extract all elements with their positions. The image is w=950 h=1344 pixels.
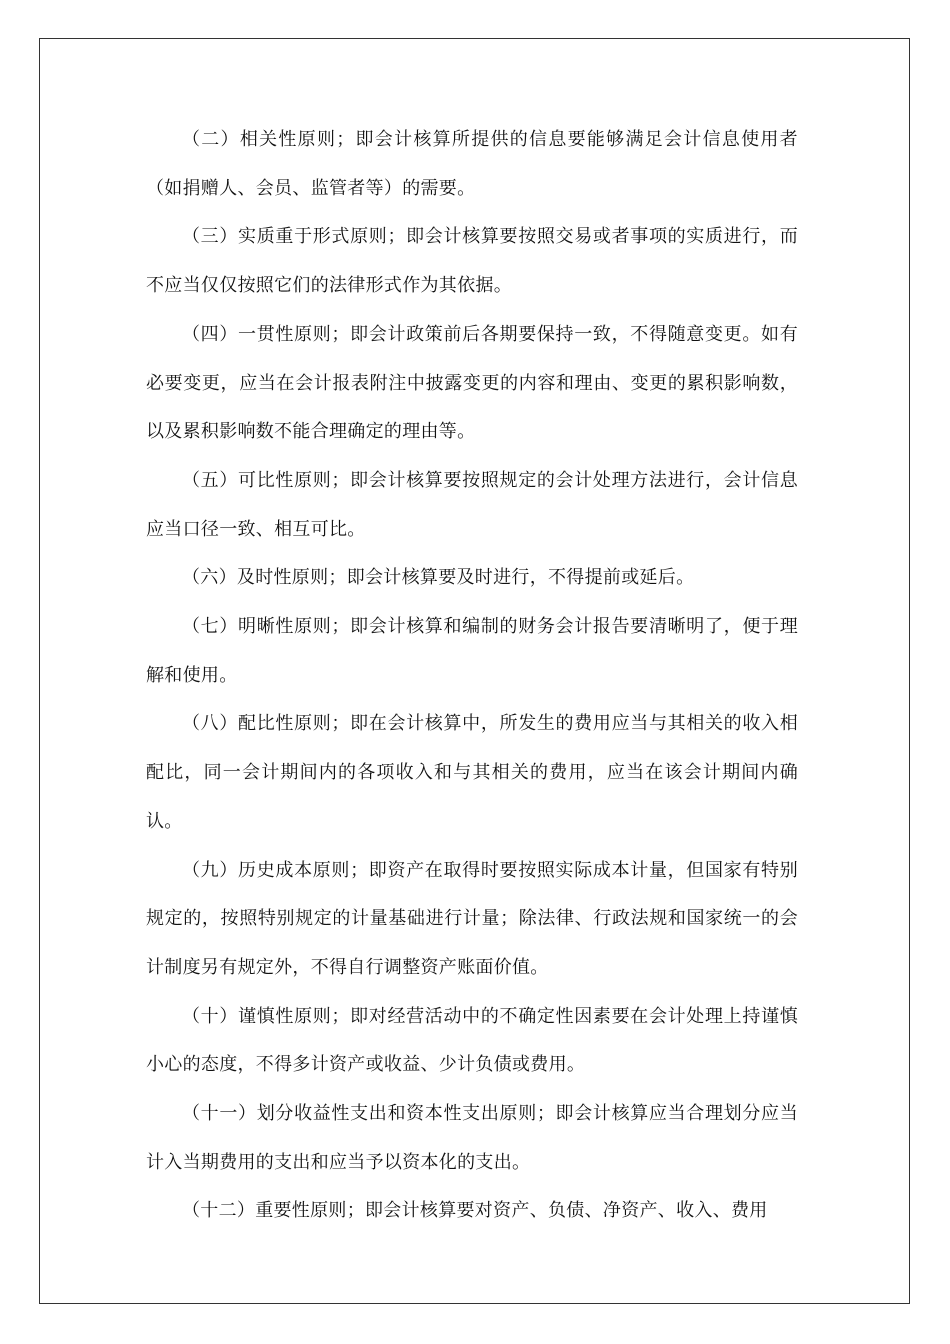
paragraph-comparability-principle: （五）可比性原则；即会计核算要按照规定的会计处理方法进行，会计信息应当口径一致、相互可比。 bbox=[146, 469, 798, 540]
paragraph-matching-principle: （八）配比性原则；即在会计核算中，所发生的费用应当与其相关的收入相配比，同一会计期间内的各项收入和与其相关的费用，应当在该会计期间内确认。 bbox=[146, 713, 798, 832]
paragraph-consistency-principle: （四）一贯性原则；即会计政策前后各期要保持一致，不得随意变更。如有必要变更，应当在会计报表附注中披露变更的内容和理由、变更的累积影响数，以及累积影响数不能合理确定的理由等。 bbox=[146, 323, 798, 443]
paragraph-substance-over-form-principle: （三）实质重于形式原则；即会计核算要按照交易或者事项的实质进行，而不应当仅仅按照它们的法律形式作为其依据。 bbox=[146, 226, 798, 297]
paragraph-timeliness-principle: （六）及时性原则；即会计核算要及时进行，不得提前或延后。 bbox=[182, 567, 695, 589]
paragraph-historical-cost-principle: （九）历史成本原则；即资产在取得时要按照实际成本计量，但国家有特别规定的，按照特别规定的计量基础进行计量；除法律、行政法规和国家统一的会计制度另有规定外，不得自行调整资产账面价值。 bbox=[146, 859, 798, 978]
paragraph-materiality-principle: （十二）重要性原则；即会计核算要对资产、负债、净资产、收入、费用 bbox=[182, 1200, 768, 1222]
paragraph-expenditure-division-principle: （十一）划分收益性支出和资本性支出原则；即会计核算应当合理划分应当计入当期费用的支出和应当予以资本化的支出。 bbox=[146, 1103, 798, 1173]
paragraph-prudence-principle: （十）谨慎性原则；即对经营活动中的不确定性因素要在会计处理上持谨慎小心的态度，不得多计资产或收益、少计负债或费用。 bbox=[146, 1005, 798, 1076]
document-body bbox=[146, 116, 798, 1236]
paragraph-clarity-principle: （七）明晰性原则；即会计核算和编制的财务会计报告要清晰明了，便于理解和使用。 bbox=[146, 616, 798, 686]
paragraph-relevance-principle: （二）相关性原则；即会计核算所提供的信息要能够满足会计信息使用者（如捐赠人、会员、监管者等）的需要。 bbox=[146, 129, 798, 199]
